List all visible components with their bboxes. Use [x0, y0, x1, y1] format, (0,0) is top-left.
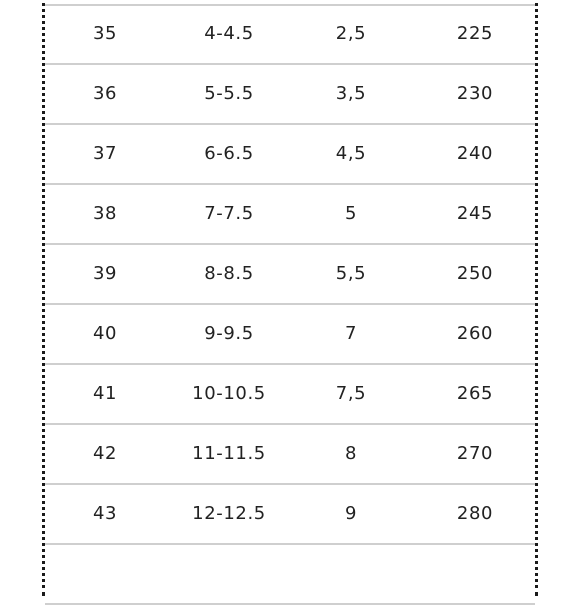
size-cell: 225 [456, 23, 494, 44]
size-cell: 8-8.5 [204, 263, 254, 284]
table-row [45, 245, 535, 305]
size-cell: 240 [456, 143, 494, 164]
size-cell: 10-10.5 [192, 383, 266, 404]
size-cell: 35 [92, 23, 118, 44]
table-row [45, 5, 535, 65]
size-cell: 280 [456, 503, 494, 524]
size-cell: 9 [344, 503, 358, 524]
size-cell: 5 [344, 203, 358, 224]
size-cell: 43 [92, 503, 118, 524]
size-cell: 270 [456, 443, 494, 464]
size-cell: 250 [456, 263, 494, 284]
size-cell: 11-11.5 [192, 443, 266, 464]
size-cell: 245 [456, 203, 494, 224]
size-cell: 40 [92, 323, 118, 344]
size-cell: 8 [344, 443, 358, 464]
size-cell: 37 [92, 143, 118, 164]
size-cell: 4,5 [335, 143, 367, 164]
table-row [45, 65, 535, 125]
size-cell: 38 [92, 203, 118, 224]
size-cell: 230 [456, 83, 494, 104]
table-row [45, 545, 535, 605]
table-row [45, 125, 535, 185]
table-row [45, 365, 535, 425]
size-chart-table [45, 5, 535, 605]
size-cell: 12-12.5 [192, 503, 266, 524]
table-row [45, 185, 535, 245]
size-cell: 5-5.5 [204, 83, 254, 104]
size-cell: 39 [92, 263, 118, 284]
size-cell: 3,5 [335, 83, 367, 104]
size-cell: 42 [92, 443, 118, 464]
table-row [45, 485, 535, 545]
size-cell: 7-7.5 [204, 203, 254, 224]
table-row [45, 425, 535, 485]
size-cell: 2,5 [335, 23, 367, 44]
size-cell: 260 [456, 323, 494, 344]
size-cell: 36 [92, 83, 118, 104]
size-cell: 265 [456, 383, 494, 404]
size-cell: 6-6.5 [204, 143, 254, 164]
size-cell: 4-4.5 [204, 23, 254, 44]
size-cell: 9-9.5 [204, 323, 254, 344]
table-row [45, 305, 535, 365]
size-cell: 5,5 [335, 263, 367, 284]
size-cell: 7,5 [335, 383, 367, 404]
size-cell: 41 [92, 383, 118, 404]
size-cell: 7 [344, 323, 358, 344]
